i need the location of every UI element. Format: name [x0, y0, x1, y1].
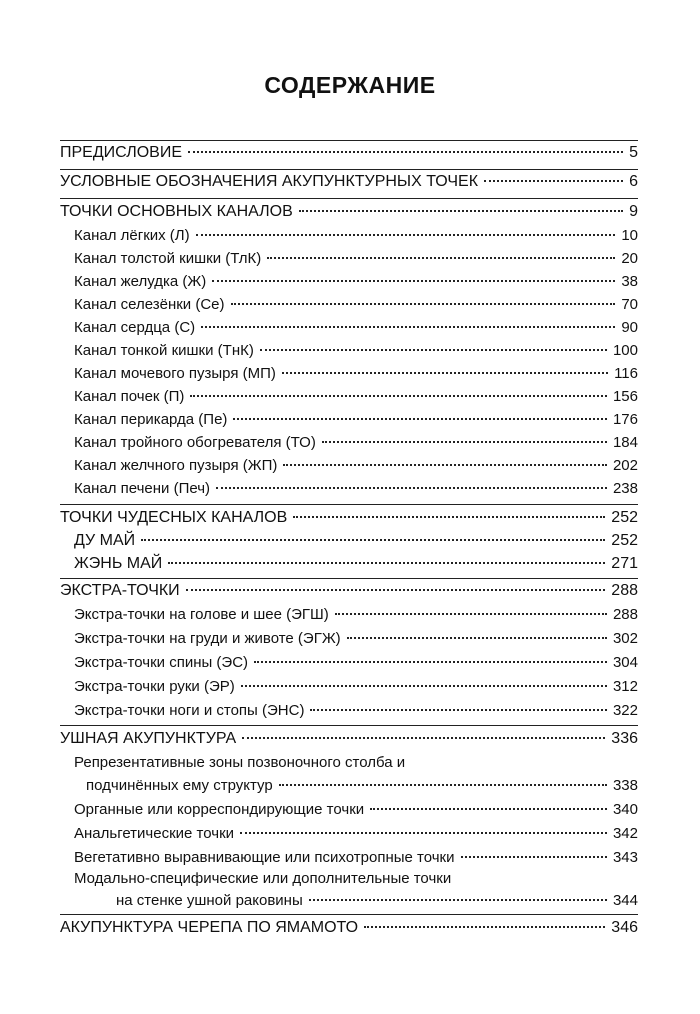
leader-dots [231, 303, 616, 305]
toc-entry-label: Канал почек (П) [74, 388, 185, 405]
leader-dots [283, 464, 607, 466]
toc-entry-page: 20 [621, 250, 638, 267]
toc-entry-page: 5 [629, 144, 638, 161]
leader-dots [370, 808, 607, 810]
toc-entry-page: 340 [612, 801, 638, 818]
toc-entry-page: 10 [621, 227, 638, 244]
leader-dots [279, 784, 607, 786]
toc-subentry[interactable] [0, 409, 700, 431]
toc-subentry[interactable] [0, 799, 700, 821]
toc-entry-preface[interactable] [0, 142, 700, 164]
toc-subentry[interactable] [0, 340, 700, 362]
toc-entry-page: 6 [629, 173, 638, 190]
toc-subentry[interactable] [0, 363, 700, 385]
toc-subentry[interactable] [0, 604, 700, 626]
toc-entry-label: Канал мочевого пузыря (МП) [74, 365, 276, 382]
toc-entry-label: Канал сердца (С) [74, 319, 196, 336]
toc-subentry[interactable] [0, 553, 700, 575]
toc-subentry[interactable] [0, 248, 700, 270]
toc-entry-page: 342 [612, 825, 638, 842]
toc-entry-page: 322 [612, 702, 638, 719]
toc-subentry[interactable] [0, 890, 700, 912]
leader-dots [212, 280, 615, 282]
toc-entry-page: 304 [612, 654, 638, 671]
toc-entry-label: АКУПУНКТУРА ЧЕРЕПА ПО ЯМАМОТО [60, 919, 359, 936]
leader-dots [347, 637, 607, 639]
leader-dots [242, 737, 605, 739]
toc-entry-legend[interactable] [0, 171, 700, 193]
toc-entry-page: 156 [612, 388, 638, 405]
toc-entry-label: Экстра-точки руки (ЭР) [74, 678, 235, 695]
toc-entry-label: Канал селезёнки (Се) [74, 296, 225, 313]
leader-dots [461, 856, 607, 858]
toc-entry-label: Канал лёгких (Л) [74, 227, 190, 244]
toc-entry-label: Канал тонкой кишки (ТнК) [74, 342, 254, 359]
toc-subentry[interactable] [0, 271, 700, 293]
toc-entry-page: 312 [612, 678, 638, 695]
toc-entry-label: подчинённых ему структур [86, 777, 273, 794]
leader-dots [188, 151, 623, 153]
toc-entry-label: ПРЕДИСЛОВИЕ [60, 144, 182, 161]
leader-dots [201, 326, 615, 328]
toc-entry-page: 288 [612, 606, 638, 623]
section-rule [60, 725, 638, 726]
toc-subentry[interactable] [0, 478, 700, 500]
toc-entry-page: 90 [621, 319, 638, 336]
section-rule [60, 140, 638, 141]
toc-entry-page: 338 [612, 777, 638, 794]
toc-entry-page: 184 [612, 434, 638, 451]
toc-subentry[interactable] [0, 455, 700, 477]
toc-entry-label: Экстра-точки на груди и животе (ЭГЖ) [74, 630, 341, 647]
toc-entry-ear-acupuncture[interactable] [0, 728, 700, 750]
leader-dots [299, 210, 623, 212]
toc-entry-label: Экстра-точки спины (ЭС) [74, 654, 249, 671]
leader-dots [196, 234, 616, 236]
leader-dots [141, 539, 605, 541]
toc-entry-label: Канал желудка (Ж) [74, 273, 207, 290]
toc-entry-label: ДУ МАЙ [74, 532, 136, 549]
toc-entry-label: Канал тройного обогревателя (ТО) [74, 434, 316, 451]
toc-entry-label: Экстра-точки на голове и шее (ЭГШ) [74, 606, 329, 623]
toc-subentry[interactable] [0, 432, 700, 454]
toc-entry-yamamoto[interactable] [0, 917, 700, 939]
toc-entry-page: 9 [629, 203, 638, 220]
toc-entry-label: Экстра-точки ноги и стопы (ЭНС) [74, 702, 305, 719]
toc-entry-page: 238 [612, 480, 638, 497]
toc-entry-page: 100 [612, 342, 638, 359]
toc-subentry[interactable] [0, 847, 700, 869]
toc-entry-wonder-channels[interactable] [0, 507, 700, 529]
toc-entry-page: 176 [612, 411, 638, 428]
toc-entry-page: 116 [614, 365, 638, 382]
toc-subentry[interactable] [0, 317, 700, 339]
toc-subentry-first-line: Репрезентативные зоны позвоночного столба и [74, 754, 406, 771]
section-rule [60, 198, 638, 199]
leader-dots [168, 562, 605, 564]
toc-subentry[interactable] [0, 676, 700, 698]
toc-entry-page: 202 [612, 457, 638, 474]
leader-dots [240, 832, 607, 834]
toc-entry-page: 343 [612, 849, 638, 866]
leader-dots [335, 613, 607, 615]
leader-dots [484, 180, 623, 182]
leader-dots [216, 487, 607, 489]
toc-subentry[interactable] [0, 652, 700, 674]
leader-dots [190, 395, 607, 397]
leader-dots [260, 349, 607, 351]
toc-entry-page: 336 [611, 730, 638, 747]
toc-entry-label: ТОЧКИ ОСНОВНЫХ КАНАЛОВ [60, 203, 293, 220]
toc-entry-label: Вегетативно выравнивающие или психотропные точки [74, 849, 455, 866]
toc-entry-label: на стенке ушной раковины [116, 892, 303, 909]
toc-entry-page: 302 [612, 630, 638, 647]
toc-entry-label: ЖЭНЬ МАЙ [74, 555, 163, 572]
leader-dots [282, 372, 608, 374]
toc-subentry[interactable] [0, 823, 700, 845]
toc-entry-label: Канал печени (Печ) [74, 480, 211, 497]
toc-entry-label: УСЛОВНЫЕ ОБОЗНАЧЕНИЯ АКУПУНКТУРНЫХ ТОЧЕК [60, 173, 479, 190]
leader-dots [293, 516, 605, 518]
toc-subentry[interactable] [0, 530, 700, 552]
toc-entry-page: 38 [621, 273, 638, 290]
toc-entry-page: 70 [621, 296, 638, 313]
toc-entry-main-channels[interactable] [0, 201, 700, 223]
toc-subentry[interactable] [0, 700, 700, 722]
toc-subentry[interactable] [0, 775, 700, 797]
toc-entry-page: 344 [612, 892, 638, 909]
leader-dots [310, 709, 607, 711]
toc-entry-extra-points[interactable] [0, 580, 700, 602]
toc-entry-label: УШНАЯ АКУПУНКТУРА [60, 730, 237, 747]
section-rule [60, 169, 638, 170]
toc-entry-label: Канал перикарда (Пе) [74, 411, 228, 428]
leader-dots [233, 418, 607, 420]
toc-subentry[interactable] [0, 386, 700, 408]
toc-subentry[interactable] [0, 628, 700, 650]
toc-entry-page: 288 [611, 582, 638, 599]
toc-entry-label: Канал желчного пузыря (ЖП) [74, 457, 278, 474]
toc-entry-page: 271 [611, 555, 638, 572]
page-title: СОДЕРЖАНИЕ [264, 72, 436, 98]
section-rule [60, 914, 638, 915]
leader-dots [322, 441, 607, 443]
section-rule [60, 578, 638, 579]
toc-entry-label: ТОЧКИ ЧУДЕСНЫХ КАНАЛОВ [60, 509, 288, 526]
toc-entry-label: ЭКСТРА-ТОЧКИ [60, 582, 180, 599]
leader-dots [267, 257, 615, 259]
toc-subentry-first-line: Модально-специфические или дополнительные точки [74, 870, 452, 887]
leader-dots [241, 685, 607, 687]
leader-dots [254, 661, 607, 663]
toc-entry-label: Анальгетические точки [74, 825, 235, 842]
section-rule [60, 504, 638, 505]
toc-entry-page: 252 [611, 509, 638, 526]
leader-dots [186, 589, 606, 591]
leader-dots [309, 899, 607, 901]
toc-entry-page: 252 [611, 532, 638, 549]
toc-entry-label: Канал толстой кишки (ТлК) [74, 250, 262, 267]
toc-entry-label: Органные или корреспондирующие точки [74, 801, 365, 818]
toc-entry-page: 346 [611, 919, 638, 936]
leader-dots [364, 926, 605, 928]
toc-subentry[interactable] [0, 225, 700, 247]
toc-subentry[interactable] [0, 294, 700, 316]
